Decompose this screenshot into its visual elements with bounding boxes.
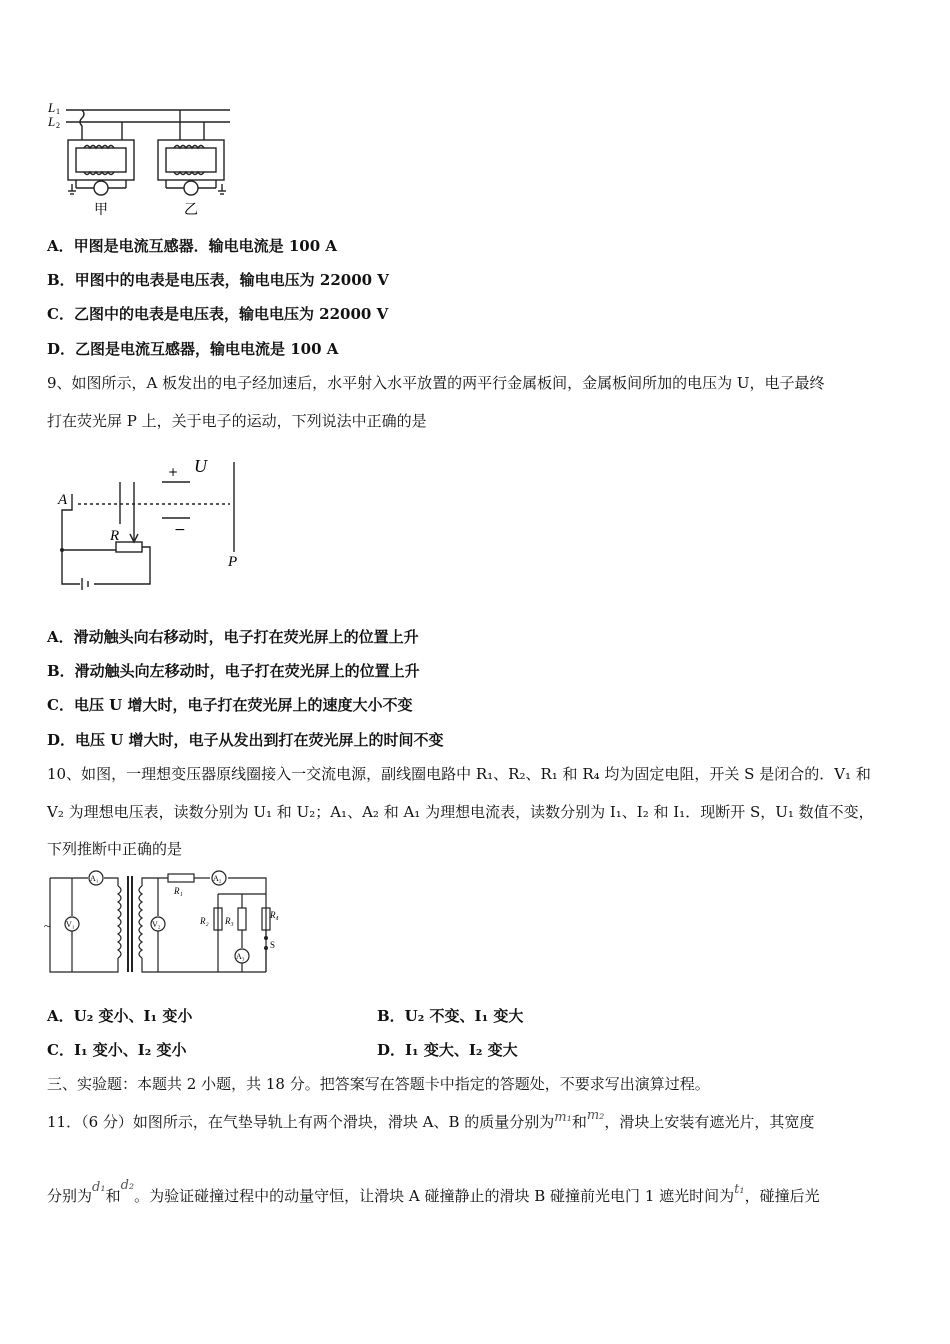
- voltmeter-v1-label: V₁: [66, 920, 75, 929]
- label-l2-sub: 2: [56, 121, 60, 130]
- q8-option-c: C．乙图中的电表是电压表，输电电压为 22000 V: [47, 305, 389, 323]
- plate-minus-label: −: [174, 522, 186, 538]
- resistor-r3-label: R₃: [225, 916, 234, 926]
- label-l1: L: [48, 100, 56, 115]
- q10-option-d: D．I₁ 变大、I₂ 变大: [377, 1041, 518, 1059]
- q11-line2-text-c: ，碰撞后光: [744, 1187, 820, 1205]
- ammeter-a2-label: A₂: [213, 874, 222, 883]
- q10-option-c: C．I₁ 变小、I₂ 变小: [47, 1041, 187, 1059]
- q9-stem-line1: 9、如图所示，A 板发出的电子经加速后，水平射入水平放置的两平行金属板间，金属板间所加的电压为 U，电子最终: [47, 374, 825, 392]
- voltage-u-label: U: [194, 456, 207, 476]
- plate-a-label: A: [58, 492, 68, 508]
- q10-stem-line2: V₂ 为理想电压表，读数分别为 U₁ 和 U₂；A₁、A₂ 和 A₁ 为理想电流表，读数分别为 I₁、I₂ 和 I₁．现断开 S，U₁ 数值不变，: [47, 803, 874, 821]
- resistor-r4-label: R₄: [270, 910, 279, 920]
- transformer-circuit-figure-q10: [44, 868, 284, 978]
- q11-line1-text-a: 11．（6 分）如图所示，在气垫导轨上有两个滑块，滑块 A、B 的质量分别为: [47, 1113, 555, 1131]
- plate-plus-label: +: [168, 465, 179, 479]
- ammeter-a1-label: A₁: [90, 874, 99, 883]
- switch-s-label: S: [270, 940, 276, 950]
- resistor-r2-label: R₂: [200, 916, 209, 926]
- mass-m1: m₁: [554, 1110, 572, 1125]
- label-yi: 乙: [184, 202, 198, 218]
- q11-line2-text-b: 。为验证碰撞过程中的动量守恒，让滑块 A 碰撞静止的滑块 B 碰撞前光电门 1 遮光时间为: [134, 1187, 735, 1205]
- label-l2: L: [48, 114, 56, 129]
- transformer-figure-q8: [44, 96, 244, 220]
- q10-option-a: A．U₂ 变小、I₁ 变小: [47, 1007, 193, 1025]
- width-d1: d₁: [92, 1180, 106, 1195]
- ac-source-symbol: ~: [44, 919, 51, 933]
- q11-line1: [47, 1108, 815, 1134]
- ammeter-a3-label: A₃: [236, 952, 245, 961]
- q10-stem-line3: 下列推断中正确的是: [47, 840, 183, 858]
- q8-option-d: D．乙图是电流互感器，输电电流是 100 A: [47, 340, 339, 358]
- q9-stem-line2: 打在荧光屏 P 上，关于电子的运动，下列说法中正确的是: [47, 412, 427, 430]
- section-3-heading: 三、实验题：本题共 2 小题，共 18 分。把答案写在答题卡中指定的答题处，不要求写出演算过程。: [47, 1075, 710, 1093]
- q8-option-b: B．甲图中的电表是电压表，输电电压为 22000 V: [47, 271, 389, 289]
- q9-option-d: D．电压 U 增大时，电子从发出到打在荧光屏上的时间不变: [47, 731, 444, 749]
- resistor-r-label: R: [110, 528, 120, 544]
- label-jia: 甲: [94, 202, 108, 218]
- q10-stem-line1: 10、如图，一理想变压器原线圈接入一交流电源，副线圈电路中 R₁、R₂、R₁ 和 R₄ 均为固定电阻，开关 S 是闭合的．V₁ 和: [47, 765, 871, 783]
- q11-line1-text-b: ，滑块上安装有遮光片，其宽度: [604, 1113, 815, 1131]
- label-l1-sub: 1: [56, 107, 60, 116]
- resistor-r1-label: R₁: [174, 886, 183, 896]
- q11-and-2: 和: [105, 1187, 121, 1205]
- q11-line2: [47, 1178, 820, 1208]
- screen-p-label: P: [228, 554, 238, 570]
- q8-option-a: A．甲图是电流互感器．输电电流是 100 A: [47, 237, 338, 255]
- time-t1: t₁: [734, 1182, 745, 1197]
- q11-line2-text-a: 分别为: [47, 1187, 93, 1205]
- width-d2: d₂: [120, 1178, 135, 1193]
- mass-m2: m₂: [586, 1108, 605, 1123]
- q10-option-b: B．U₂ 不变、I₁ 变大: [377, 1007, 524, 1025]
- q11-and-1: 和: [571, 1113, 587, 1131]
- q9-option-b: B．滑动触头向左移动时，电子打在荧光屏上的位置上升: [47, 662, 420, 680]
- q9-option-a: A．滑动触头向右移动时，电子打在荧光屏上的位置上升: [47, 628, 419, 646]
- electron-deflection-figure-q9: [50, 452, 250, 602]
- q9-option-c: C．电压 U 增大时，电子打在荧光屏上的速度大小不变: [47, 696, 413, 714]
- voltmeter-v2-label: V₂: [152, 920, 161, 929]
